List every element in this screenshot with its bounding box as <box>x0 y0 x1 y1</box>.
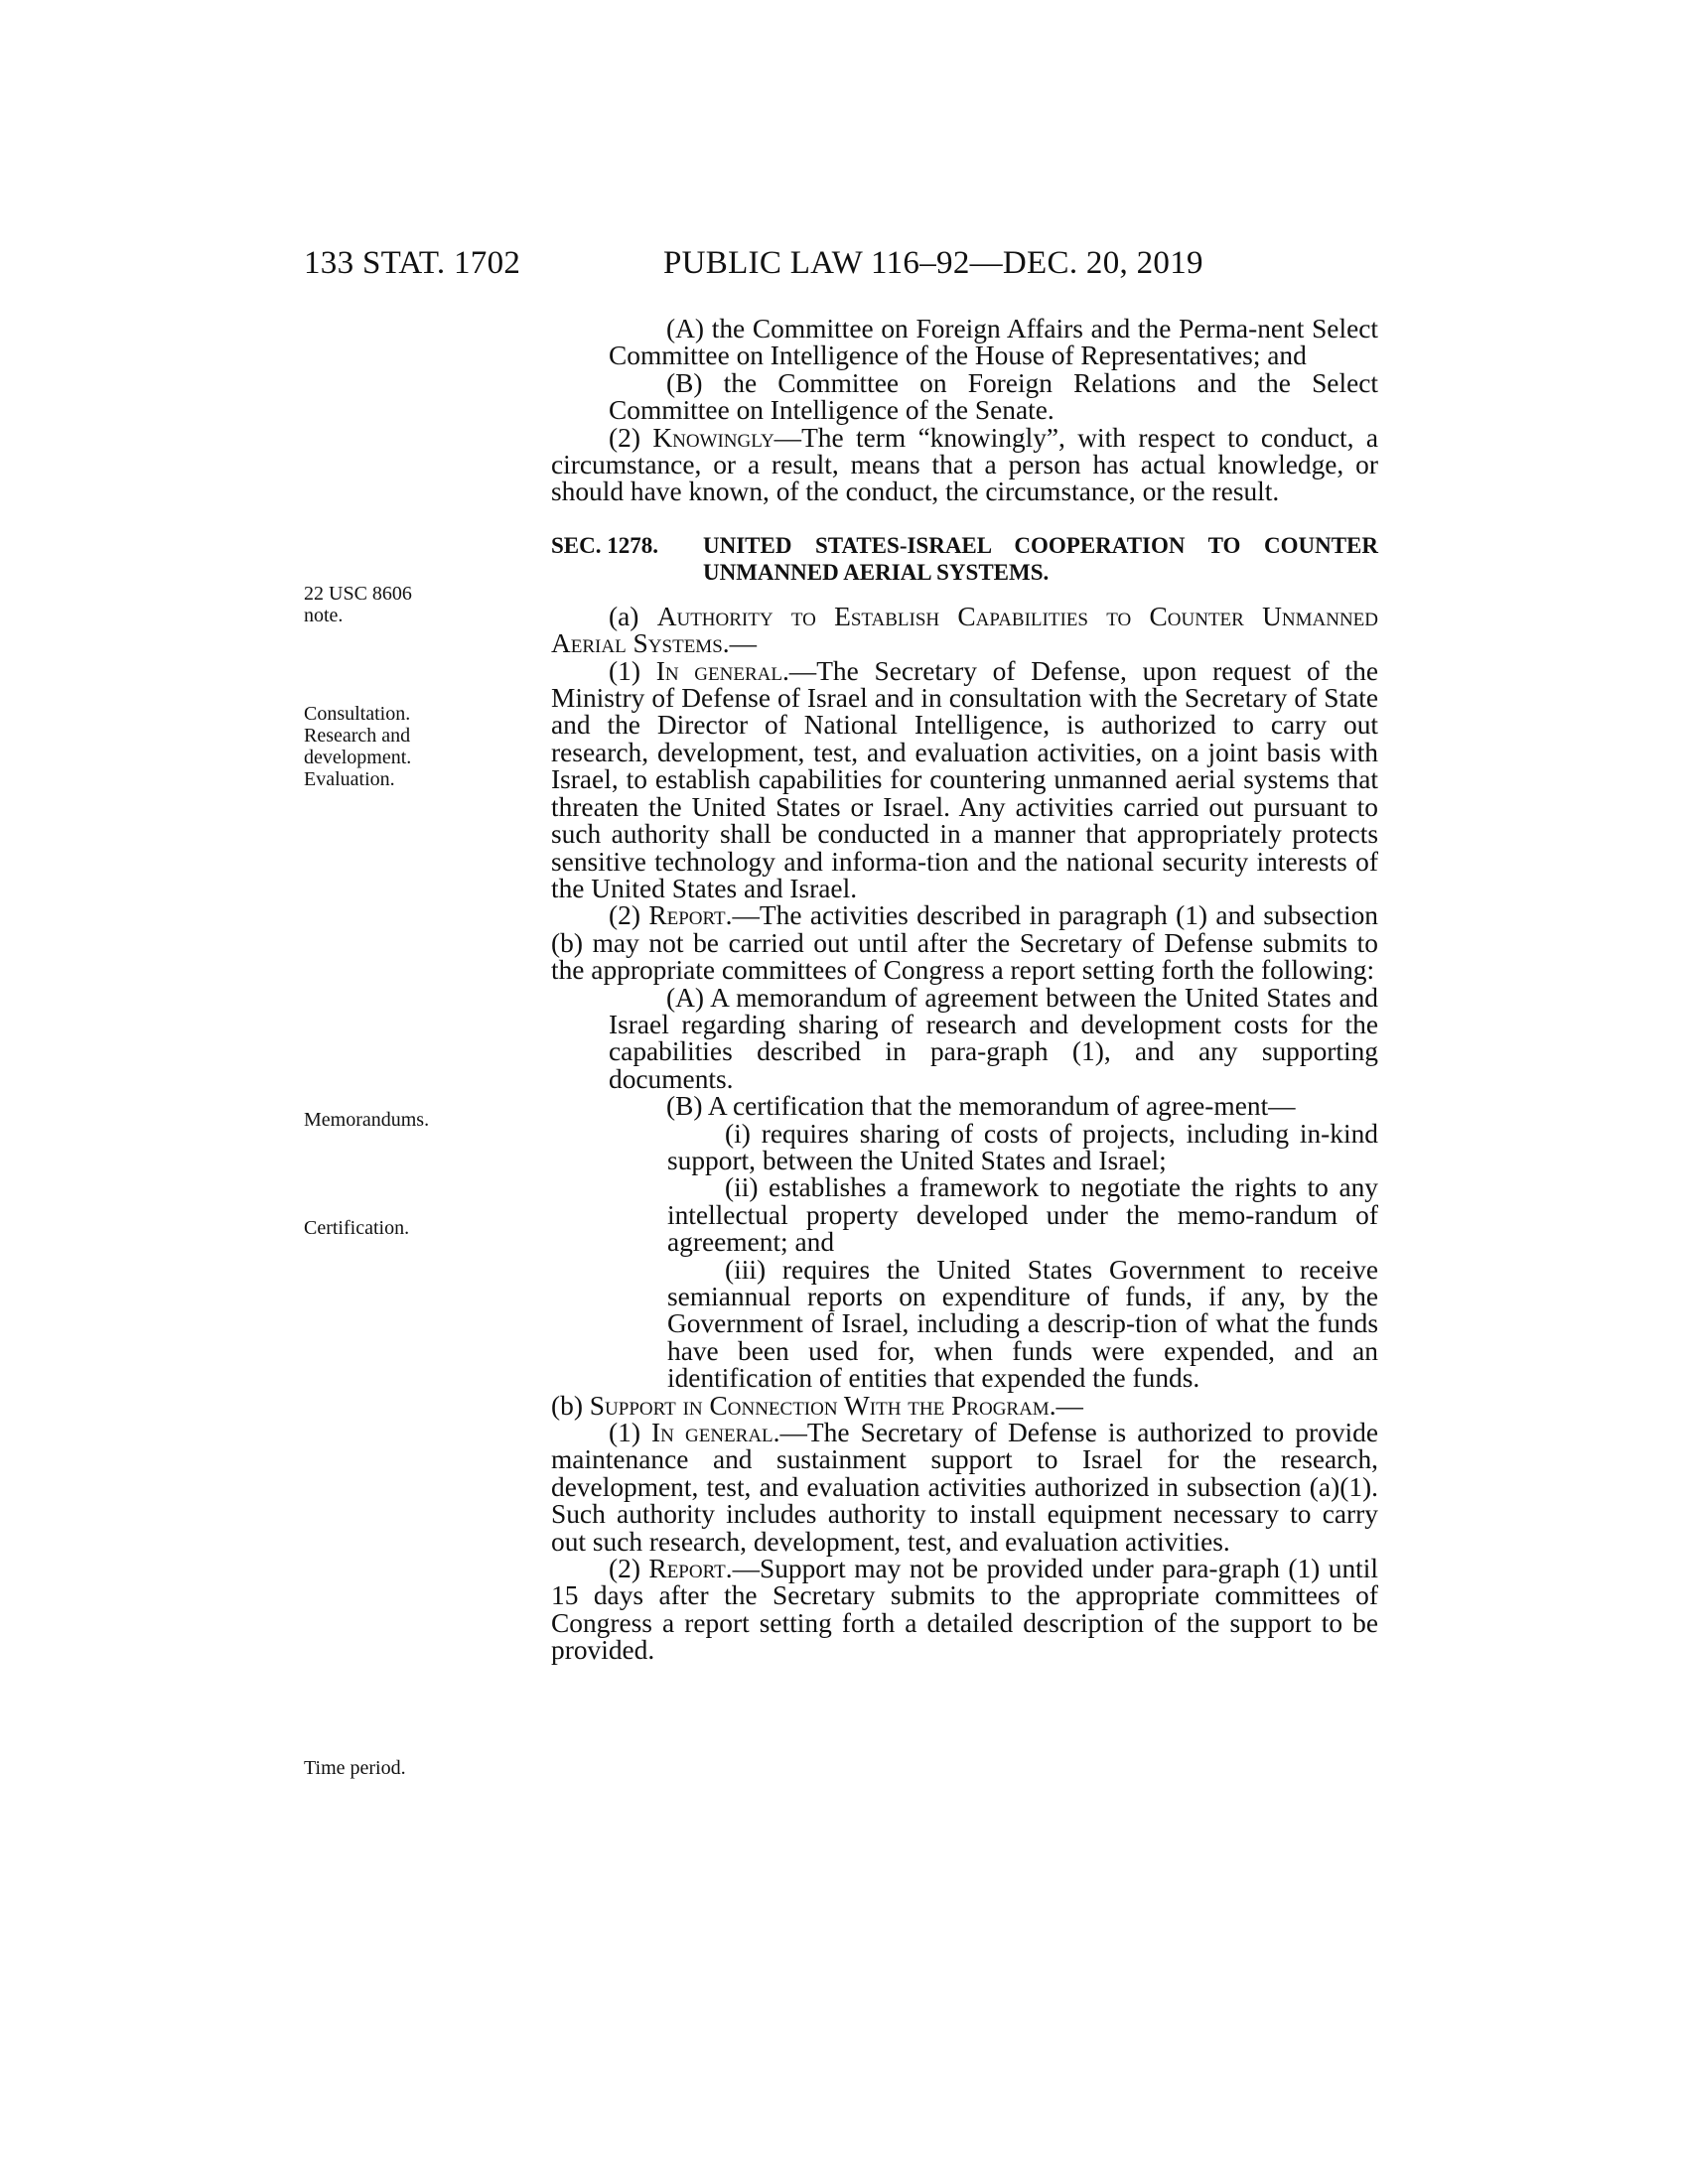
paragraph-text: —The term “knowingly”, with respect to conduct, a circumstance, or a result, means that a person has actual knowledge, or should have known, of the conduct, the circumstance, or the result. <box>551 422 1378 507</box>
paragraph-heading: Knowingly <box>652 422 774 453</box>
paragraph-committee-house: (A) the Committee on Foreign Affairs and the Perma-nent Select Committee on Intelligence of the House of Representatives; and <box>609 314 1378 371</box>
paragraph-text: .—The Secretary of Defense, upon request of the Ministry of Defense of Israel and in consultation with the Secretary of State and the Director of National Intelligence, is authorized to carry out research, development, test, and evaluation activities, on a joint basis with Israel, to establish capabilities for countering unmanned aerial systems that threaten the United States or Israel. Any activities carried out pursuant to such authority shall be conducted in a manner that appropriately protects sensitive technology and informa-tion and the national security interests of the United States and Israel. <box>551 655 1378 903</box>
margin-note-line: 22 USC 8606 <box>304 583 412 605</box>
paragraph-a1 <box>551 655 1378 903</box>
subparagraph-a2B: (B) A certification that the memorandum of agree-ment— <box>666 1091 1296 1122</box>
paragraph-heading: Report <box>648 1554 726 1584</box>
subsection-dash: .— <box>722 628 758 659</box>
paragraph-b2 <box>551 1556 1378 1665</box>
clause-a2Bii: (ii) establishes a framework to negotiate the rights to any intellectual property developed under the memo-randum of agreement; and <box>667 1172 1378 1258</box>
clause-a2Biii: (iii) requires the United States Government to receive semiannual reports on expenditure of funds, if any, by the Government of Israel, including a descrip-tion of what the funds have been used for, when funds were expended, and an identification of entities that expended the funds. <box>667 1254 1378 1394</box>
paragraph-number: (2) <box>609 1554 649 1584</box>
paragraph-heading: In general <box>655 655 782 686</box>
subsection-a-heading <box>551 601 1378 659</box>
subsection-dash: .— <box>1049 1390 1083 1421</box>
paragraph-committee-senate: (B) the Committee on Foreign Relations and the Select Committee on Intelligence of the Senate. <box>609 367 1378 426</box>
paragraph-text: .—The activities described in paragraph (1) and subsection (b) may not be carried out until after the Secretary of Defense submits to the appropriate committees of Congress a report setting forth the following: <box>551 900 1378 986</box>
paragraph-text: .—The Secretary of Defense is authorized to provide maintenance and sustainment support to Israel for the research, development, test, and evaluation activities authorized in subsection (a)(1). Such authority includes authority to install equipment necessary to carry out such research, development, test, and evaluation activities. <box>551 1418 1378 1557</box>
paragraph-b1 <box>551 1420 1378 1556</box>
paragraph-heading: Report <box>648 900 726 931</box>
subsection-heading: Authority to Establish Capabilities to Counter Unmanned Aerial Systems <box>551 601 1378 659</box>
margin-note-line: Consultation. <box>304 703 411 725</box>
subparagraph-a2A: (A) A memorandum of agreement between the United States and Israel regarding sharing of research and development costs for the capabilities described in para-graph (1), and any supporting documents. <box>609 982 1378 1094</box>
margin-note-line: Evaluation. <box>304 768 395 790</box>
paragraph-heading: In general <box>651 1418 774 1448</box>
paragraph-text: .—Support may not be provided under para-graph (1) until 15 days after the Secretary submits to the appropriate committees of Congress a report setting forth a detailed description of the support to be provided. <box>551 1554 1378 1666</box>
section-number: SEC. 1278. <box>551 532 658 558</box>
paragraph-a2 <box>551 902 1378 984</box>
statute-body <box>551 316 1378 1665</box>
section-title: UNITED STATES-ISRAEL COOPERATION TO COUNTER UNMANNED AERIAL SYSTEMS. <box>703 532 1378 585</box>
paragraph-knowingly <box>551 422 1378 507</box>
subsection-b-heading <box>551 1390 1378 1421</box>
subsection-heading: Support in Connection With the Program <box>589 1390 1050 1421</box>
section-heading <box>551 532 1378 586</box>
margin-note-line: Research and <box>304 725 411 747</box>
page-running-title: PUBLIC LAW 116–92—DEC. 20, 2019 <box>663 245 1203 281</box>
margin-note-line: development. <box>304 747 412 768</box>
margin-note-line: note. <box>304 605 344 626</box>
subsection-number: (a) <box>609 601 657 631</box>
paragraph-number: (1) <box>609 1418 652 1448</box>
clause-a2Bi: (i) requires sharing of costs of projects, including in-kind support, between the United States and Israel; <box>667 1118 1378 1175</box>
margin-note-line: Time period. <box>304 1757 406 1779</box>
margin-note-memorandums <box>304 1109 433 1131</box>
page-stat-number: 133 STAT. 1702 <box>304 245 521 281</box>
margin-note-line: Memorandums. <box>304 1109 430 1131</box>
subsection-number: (b) <box>551 1390 590 1421</box>
margin-note-line: Certification. <box>304 1217 410 1239</box>
paragraph-number: (2) <box>609 422 653 453</box>
margin-note-consultation <box>304 703 433 790</box>
margin-note-time-period <box>304 1757 433 1779</box>
paragraph-number: (1) <box>609 655 656 686</box>
margin-note-certification <box>304 1217 433 1239</box>
margin-note-usc <box>304 583 433 626</box>
paragraph-number: (2) <box>609 900 649 931</box>
